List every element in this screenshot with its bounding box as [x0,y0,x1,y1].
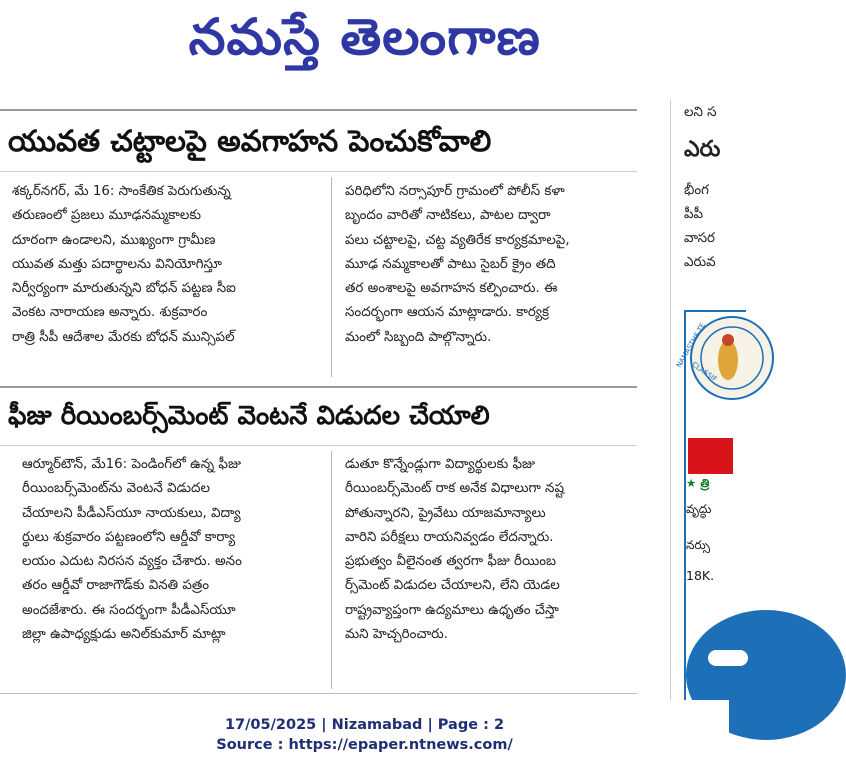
article1-col2-line: మంలో సిబ్బంది పాల్గొన్నారు. [345,329,492,345]
article2-col2-line: రాష్ట్రవ్యాప్తంగా ఉద్యమాలు ఉధృతం చేస్తా [345,602,559,618]
article2-col1-line: లయం ఎదుట నిరసన వ్యక్తం చేశారు. అనం [22,554,242,570]
article1-col1-line: యువత మత్తు పదార్థాలను వినియోగిస్తూ [12,256,222,272]
newspaper-title: నమస్తే తెలంగాణ [188,8,541,66]
article2-headline: ఫీజు రీయింబర్స్‌మెంట్‌ వెంటనే విడుదల చేయాలి [8,401,490,431]
article2-col2-line: ప్రభుత్వం వీలైనంత త్వరగా ఫీజు రీయింబ [345,554,557,570]
newspaper-page [0,95,729,700]
article1-col2-line: పరిధిలోని నర్సాపూర్‌ గ్రామంలో పోలీస్‌ కళా [345,184,565,199]
ad-white-bar [708,650,748,666]
ad-logo-text-2: CLASSIF [690,360,719,384]
article2-column-2 [345,453,640,647]
side-text-line: ఎరువ [684,255,716,270]
ad-line: 18K. [686,568,715,583]
masthead [0,0,729,78]
side-text-line: పీపీ [684,207,704,222]
article2-col2-line: వారిని పరీక్షలు రాయనివ్వడం లేదన్నారు. [345,529,554,545]
article1-col2-line: మూఢ నమ్మకాలతో పాటు సైబర్‌ క్రైం తది [345,256,556,272]
edition-info: 17/05/2025 | Nizamabad | Page : 2 [224,717,505,733]
article1-headline: యువత చట్టాలపై అవగాహన పెంచుకోవాలి [8,124,492,158]
article1-col1-line: వెంకట నారాయణ అన్నారు. శుక్రవారం [12,305,208,321]
article2-col1-line: ర్థులు శుక్రవారం పట్టణంలోని ఆర్డీవో కార్యా [22,529,236,545]
ad-line: ★ త్రి [686,476,710,490]
column-divider [331,177,332,377]
article2-col2-line: డుతూ కొన్నేండ్లుగా విద్యార్థులకు ఫీజు [345,457,536,472]
article2-col2-line: ర్స్‌మెంట్‌ విడుదల చేయాలని, లేని యెడల [345,578,560,594]
article2-col1-line: జిల్లా ఉపాధ్యక్షుడు అనిల్‌కుమార్‌ మాట్లా [22,627,226,643]
ad-red-band [688,438,733,474]
article2-col1-line: చేయాలని పీడీఎస్‌యూ నాయకులు, విద్యా [22,505,241,521]
article2-col2-line: రీయింబర్స్‌మెంట్‌ రాక అనేక విధాలుగా నష్ట [345,481,565,497]
headline-rule [0,171,637,172]
article1-col1-line: శక్కర్‌నగర్‌, మే 16: సాంకేతిక పెరుగుతున్న [12,184,231,199]
bottom-rule [0,693,637,694]
side-headline: ఎరు [684,137,721,162]
article2-column-1 [22,453,322,647]
article1-col1-line: రాత్రి సీపీ ఆదేశాల మేరకు బోధన్‌ మున్సిపల్‌ [12,329,235,345]
article-separator [0,386,637,388]
side-text-line: లని స [684,105,717,120]
article2-col1-line: తరం ఆర్డీవో రాజాగౌడ్‌కు వినతి పత్రం [22,578,210,594]
side-text-line: వాసర [684,231,715,246]
side-text-line: భీంగ [684,183,709,198]
article2-col1-line: అందజేశారు. ఈ సందర్భంగా పీడీఎస్‌యూ [22,602,236,618]
article1-col2-line: బృందం వారితో నాటికలు, పాటల ద్వారా [345,208,551,224]
classified-ad [675,310,729,700]
article1-column-2 [345,180,640,350]
article2-col2-line: మని హెచ్చరించారు. [345,627,449,643]
headline-rule-2 [0,445,637,446]
article2-col1-line: ఆర్మూర్‌టౌన్‌, మే16: పెండింగ్‌లో ఉన్న ఫీజు [22,457,241,472]
column-divider-2 [331,451,332,689]
article2-col2-line: పోతున్నారని, ప్రైవేటు యాజమాన్యాలు [345,505,546,521]
ad-line: నర్సు [686,538,711,552]
ad-line: వృద్ధు [686,502,712,516]
ad-logo-text: NAMASTHE TE [675,321,708,369]
side-divider [670,100,671,700]
article1-col2-line: తర అంశాలపై అవగాహన కల్పించారు. ఈ [345,281,558,297]
article1-col2-line: పలు చట్టాలపై, చట్ట వ్యతిరేక కార్యక్రమాలపై, [345,232,570,248]
article1-column-1 [12,180,322,350]
ad-logo-emblem [675,316,774,400]
article1-col1-line: నిర్వీర్యంగా మారుతున్నని బోధన్‌ పట్టణ సీఐ [12,281,236,297]
article2-col1-line: రీయింబర్స్‌మెంట్‌ను వెంటనే విడుదల [22,481,210,497]
article1-col1-line: దూరంగా ఉండాలని, ముఖ్యంగా గ్రామీణ [12,232,216,248]
article1-col1-line: తరుణంలో ప్రజలు మూఢనమ్మకాలకు [12,208,202,224]
source-link[interactable]: Source : https://epaper.ntnews.com/ [216,737,513,753]
article1-col2-line: సందర్భంగా ఆయన మాట్లాడారు. కార్యక్ర [345,305,549,321]
page-footer [0,700,729,781]
top-rule [0,109,637,111]
